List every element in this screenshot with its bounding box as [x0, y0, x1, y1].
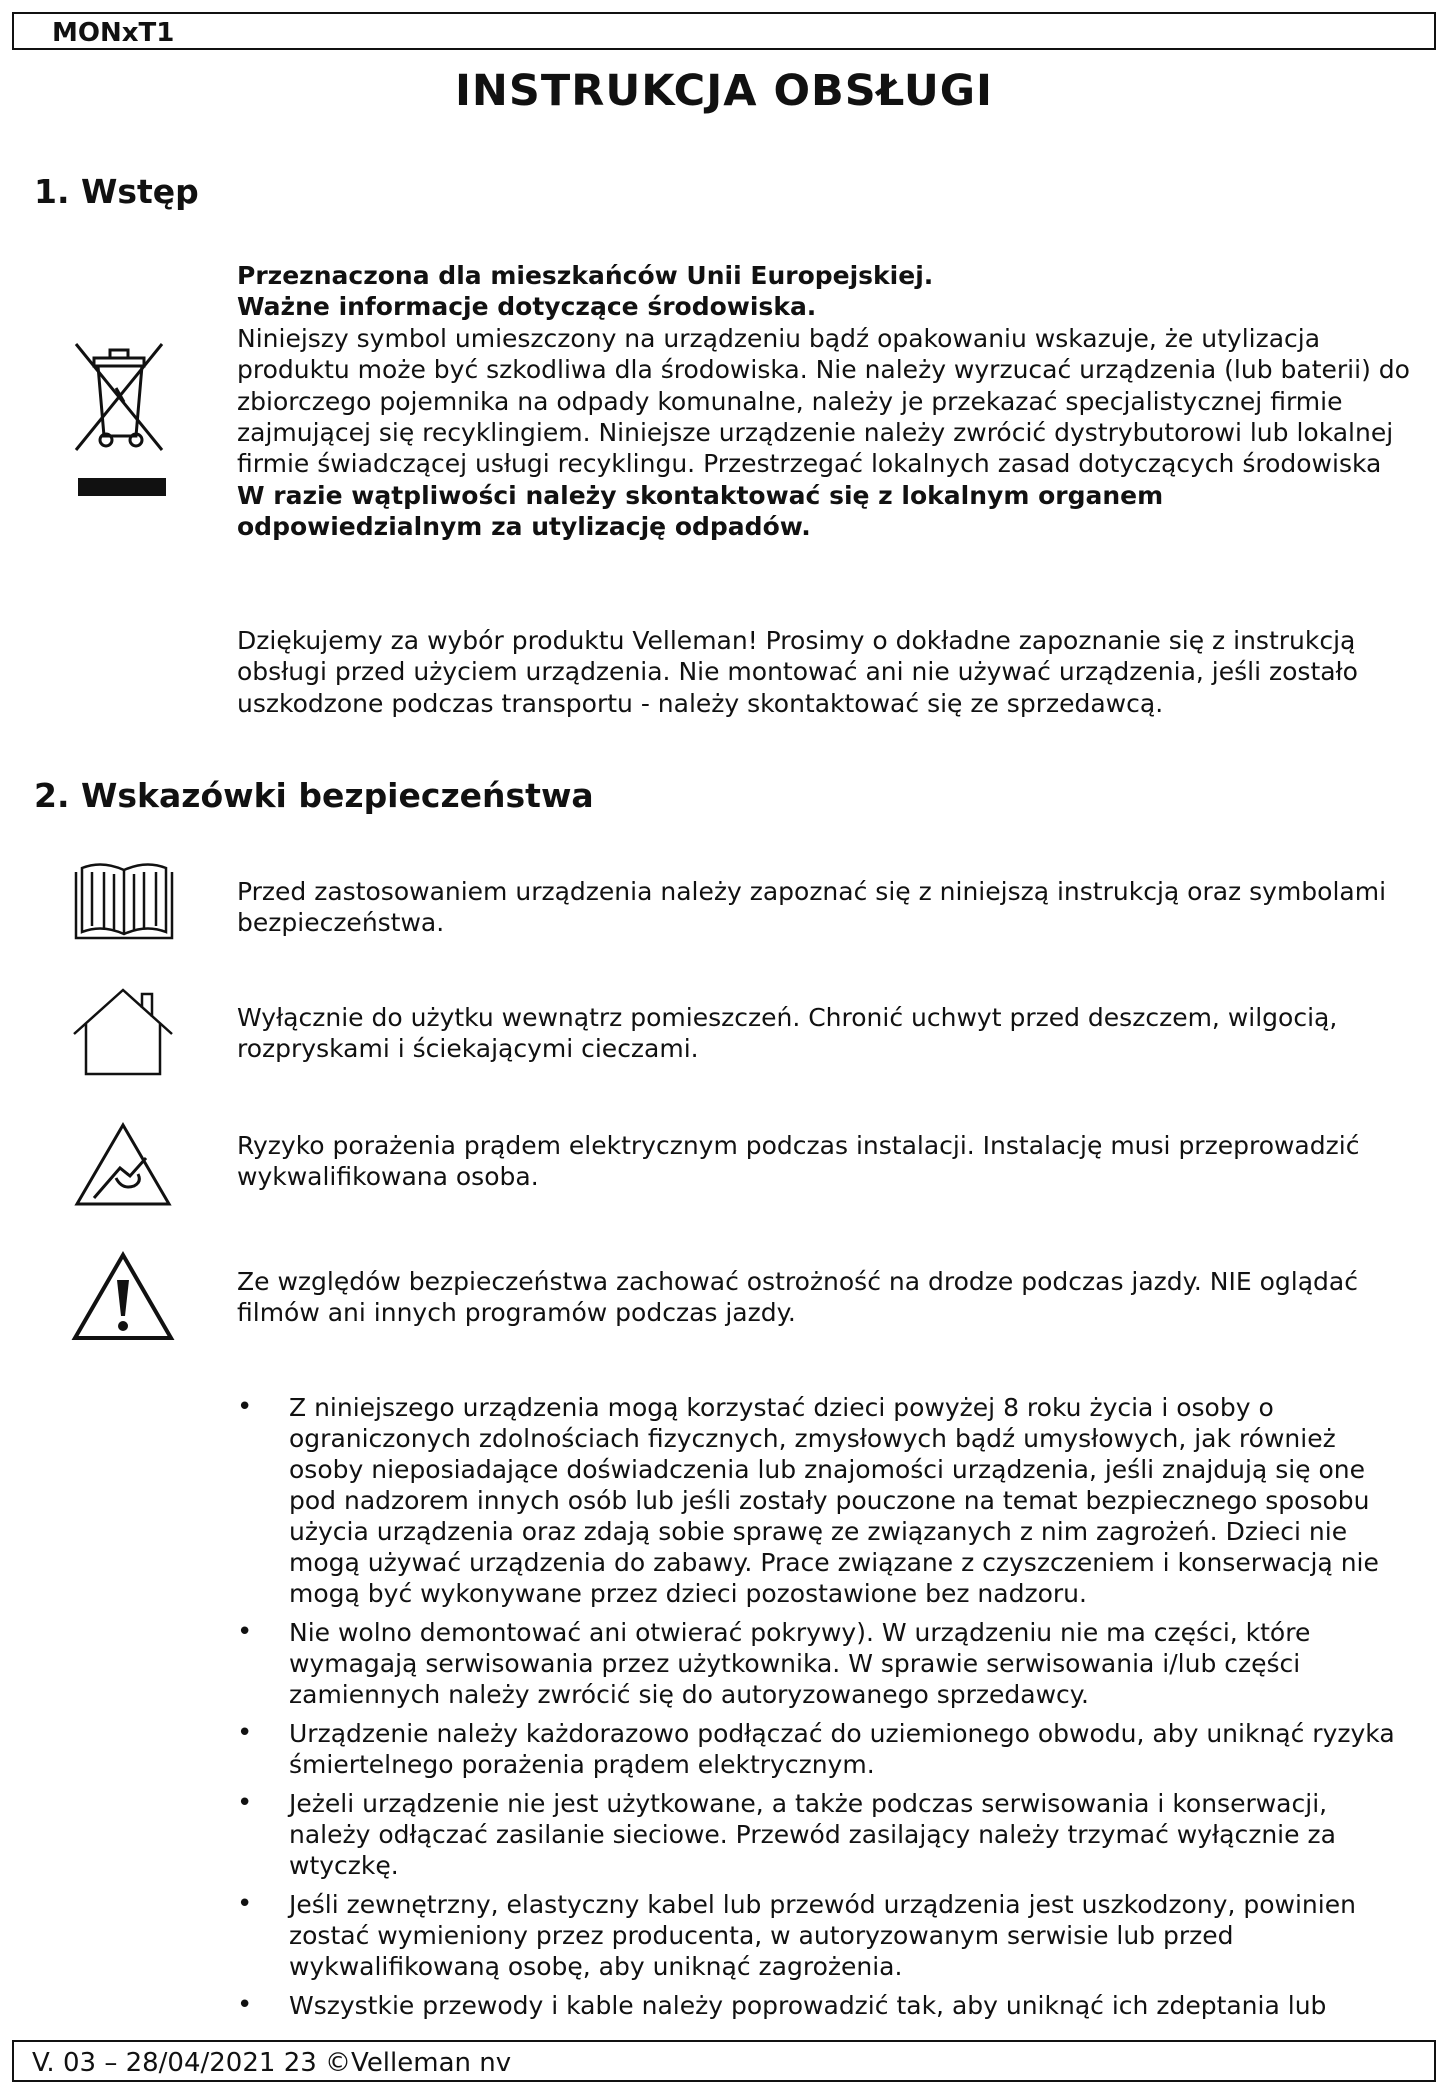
section-heading-safety: 2. Wskazówki bezpieczeństwa: [34, 776, 594, 815]
environment-text: Niniejszy symbol umieszczony na urządzeniu bądź opakowaniu wskazuje, że utylizacja produktu może być szkodliwa dla środowiska. Nie należy wyrzucać urządzenia (lub baterii) do zbiorczego pojemnika na odpady komunalne, należy je przekazać specjalistycznej firmie zajmującej się recyklingiem. Niniejsze urządzenie należy zwrócić dystrybutorowi lub lokalnej firmie świadczącej usługi recyklingu. Przestrzegać lokalnych zasad dotyczących środowiska: [237, 323, 1410, 479]
warning-icon: [70, 1250, 176, 1342]
environment-contact-bold: W razie wątpliwości należy skontaktować się z lokalnym organem odpowiedzialnym za utylizację odpadów.: [237, 480, 1164, 542]
environment-info-line: Ważne informacje dotyczące środowiska.: [237, 292, 817, 322]
safety-manual-text: Przed zastosowaniem urządzenia należy zapoznać się z niniejszą instrukcją oraz symbolami bezpieczeństwa.: [237, 877, 1387, 938]
page-header: [12, 12, 1436, 50]
model-name: MONxT1: [52, 18, 175, 48]
document-title: INSTRUKCJA OBSŁUGI: [454, 66, 994, 116]
safety-shock-text: Ryzyko porażenia prądem elektrycznym podczas instalacji. Instalację musi przeprowadzić wykwalifikowana osoba.: [237, 1131, 1360, 1192]
environment-notice: [237, 260, 1417, 543]
safety-bullet-list: [237, 1392, 1397, 2029]
list-item: • Urządzenie należy każdorazowo podłączać do uziemionego obwodu, aby uniknąć ryzyka śmiertelnego porażenia prądem elektrycznym.: [237, 1718, 1397, 1780]
section-heading-intro: 1. Wstęp: [34, 172, 199, 211]
list-item: • Jeżeli urządzenie nie jest użytkowane, a także podczas serwisowania i konserwacji, należy odłączać zasilanie sieciowe. Przewód zasilający należy trzymać wyłącznie za wtyczkę.: [237, 1788, 1397, 1881]
manual-book-icon: [72, 862, 176, 942]
list-item: • Nie wolno demontować ani otwierać pokrywy). W urządzeniu nie ma części, które wymagają serwisowania przez użytkownika. W sprawie serwisowania i/lub części zamiennych należy zwrócić się do autoryzowanego sprzedawcy.: [237, 1617, 1397, 1710]
indoor-house-icon: [70, 986, 176, 1078]
page-footer: [12, 2040, 1436, 2082]
eu-residents-line: Przeznaczona dla mieszkańców Unii Europejskiej.: [237, 261, 934, 290]
electric-shock-icon: [72, 1120, 174, 1208]
thanks-paragraph: Dziękujemy za wybór produktu Velleman! Prosimy o dokładne zapoznanie się z instrukcją obsługi przed użyciem urządzenia. Nie montować ani nie używać urządzenia, jeśli zostało uszkodzone podczas transportu - należy skontaktować się ze sprzedawcą.: [237, 626, 1358, 718]
safety-caution-text: Ze względów bezpieczeństwa zachować ostrożność na drodze podczas jazdy. NIE oglądać filmów ani innych programów podczas jazdy.: [237, 1267, 1358, 1328]
safety-indoor-text: Wyłącznie do użytku wewnątrz pomieszczeń. Chronić uchwyt przed deszczem, wilgocią, rozpryskami i ściekającymi cieczami.: [237, 1003, 1338, 1064]
weee-bin-icon: [72, 340, 172, 500]
footer-version: V. 03 – 28/04/2021 23 ©Velleman nv: [32, 2048, 512, 2078]
list-item: • Z niniejszego urządzenia mogą korzystać dzieci powyżej 8 roku życia i osoby o ograniczonych zdolnościach fizycznych, zmysłowych bądź umysłowych, jak również osoby nieposiadające doświadczenia lub znajomości urządzenia, jeśli znajdują się one pod nadzorem innych osób lub jeśli zostały pouczone na temat bezpiecznego sposobu użycia urządzenia oraz zdają sobie sprawę ze związanych z nim zagrożeń. Dzieci nie mogą używać urządzenia do zabawy. Prace związane z czyszczeniem i konserwacją nie mogą być wykonywane przez dzieci pozostawione bez nadzoru.: [237, 1392, 1397, 1609]
list-item: • Jeśli zewnętrzny, elastyczny kabel lub przewód urządzenia jest uszkodzony, powinien zostać wymieniony przez producenta, w autoryzowanym serwisie lub przed wykwalifikowaną osobę, aby uniknąć zagrożenia.: [237, 1889, 1397, 1982]
list-item: • Wszystkie przewody i kable należy poprowadzić tak, aby uniknąć ich zdeptania lub: [237, 1990, 1397, 2021]
